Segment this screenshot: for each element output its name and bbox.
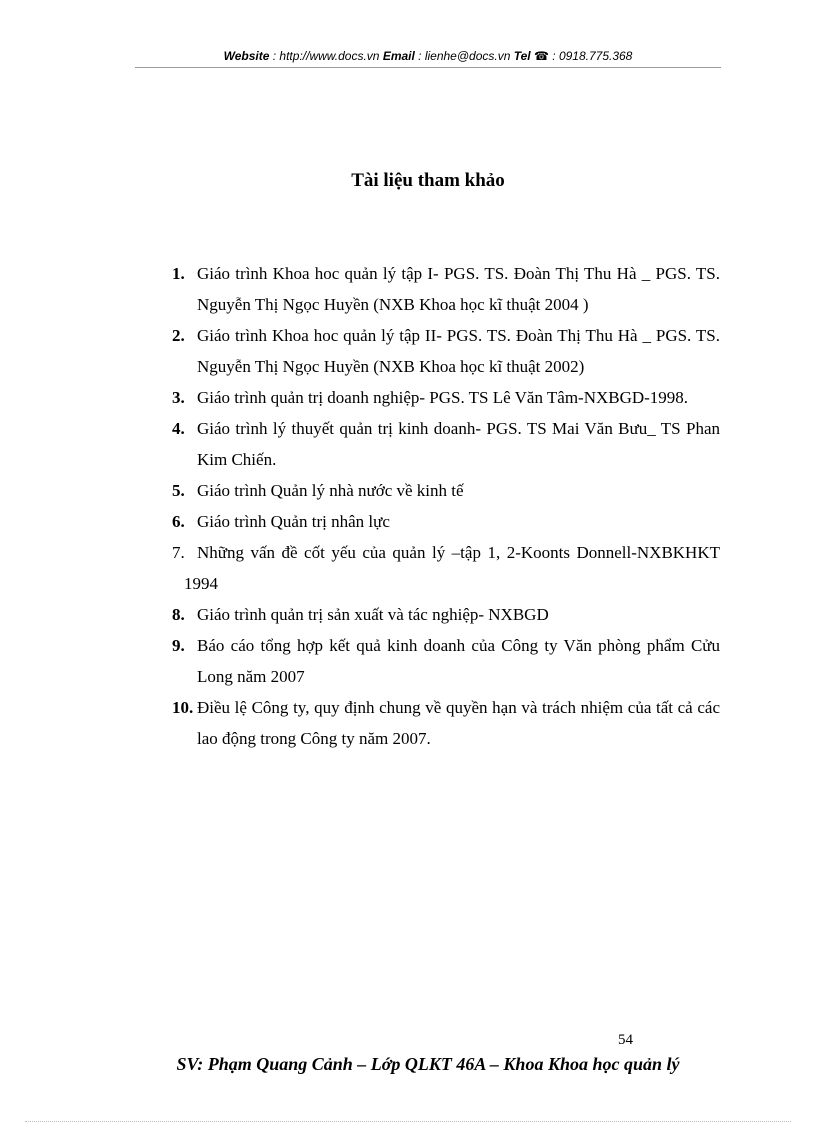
reference-item [172,630,720,692]
reference-list [172,258,720,754]
reference-number: 6. [172,512,185,531]
reference-number: 2. [172,326,185,345]
reference-number: 4. [172,419,185,438]
reference-text: Giáo trình Khoa hoc quản lý tập I- PGS. TS. Đoàn Thị Thu Hà _ PGS. TS. Nguyễn Thị Ngọc Huyền (NXB Khoa học kĩ thuật 2004 ) [197,264,720,314]
tel-label: Tel [513,49,531,63]
reference-text: Điều lệ Công ty, quy định chung về quyền hạn và trách nhiệm của tất cả các lao động trong Công ty năm 2007. [197,698,720,748]
email-label: Email [382,49,415,63]
reference-item [172,692,720,754]
bottom-divider [25,1121,791,1122]
reference-item [172,258,720,320]
reference-number: 5. [172,481,185,500]
reference-number: 8. [172,605,185,624]
reference-text: Những vấn đề cốt yếu của quản lý –tập 1, 2-Koonts Donnell-NXBKHKT 1994 [184,543,720,593]
tel-value: : 0918.775.368 [548,49,633,63]
reference-item [172,320,720,382]
email-value: : lienhe@docs.vn [414,49,514,63]
reference-text: Giáo trình quản trị doanh nghiệp- PGS. TS Lê Văn Tâm-NXBGD-1998. [197,388,689,407]
reference-item [172,413,720,475]
phone-icon: ☎ [533,49,549,63]
reference-number: 1. [172,264,185,283]
website-label: Website [223,49,270,63]
page-footer: SV: Phạm Quang Cảnh – Lớp QLKT 46A – Khoa Khoa học quản lý [176,1054,680,1074]
reference-item [172,506,720,537]
page-title: Tài liệu tham khảo [351,170,505,191]
reference-number: 10. [172,698,194,717]
reference-item [172,537,720,599]
reference-text: Giáo trình lý thuyết quản trị kinh doanh- PGS. TS Mai Văn Bưu_ TS Phan Kim Chiến. [197,419,720,469]
reference-text: Báo cáo tổng hợp kết quả kinh doanh của Công ty Văn phòng phẩm Cửu Long năm 2007 [197,636,720,686]
reference-number: 9. [172,636,185,655]
page-number: 54 [618,1032,633,1048]
reference-item [172,382,720,413]
reference-item [172,475,720,506]
reference-item [172,599,720,630]
page-header [135,48,721,64]
reference-number: 3. [172,388,185,407]
reference-text: Giáo trình Khoa hoc quản lý tập II- PGS. TS. Đoàn Thị Thu Hà _ PGS. TS. Nguyễn Thị Ngọc Huyền (NXB Khoa học kĩ thuật 2002) [197,326,720,376]
reference-text: Giáo trình Quản lý nhà nước về kinh tế [197,481,464,500]
website-value: : http://www.docs.vn [269,49,383,63]
reference-text: Giáo trình quản trị sản xuất và tác nghiệp- NXBGD [197,605,549,624]
reference-text: Giáo trình Quản trị nhân lực [197,512,390,531]
header-divider [135,67,721,68]
reference-number: 7. [172,543,185,562]
